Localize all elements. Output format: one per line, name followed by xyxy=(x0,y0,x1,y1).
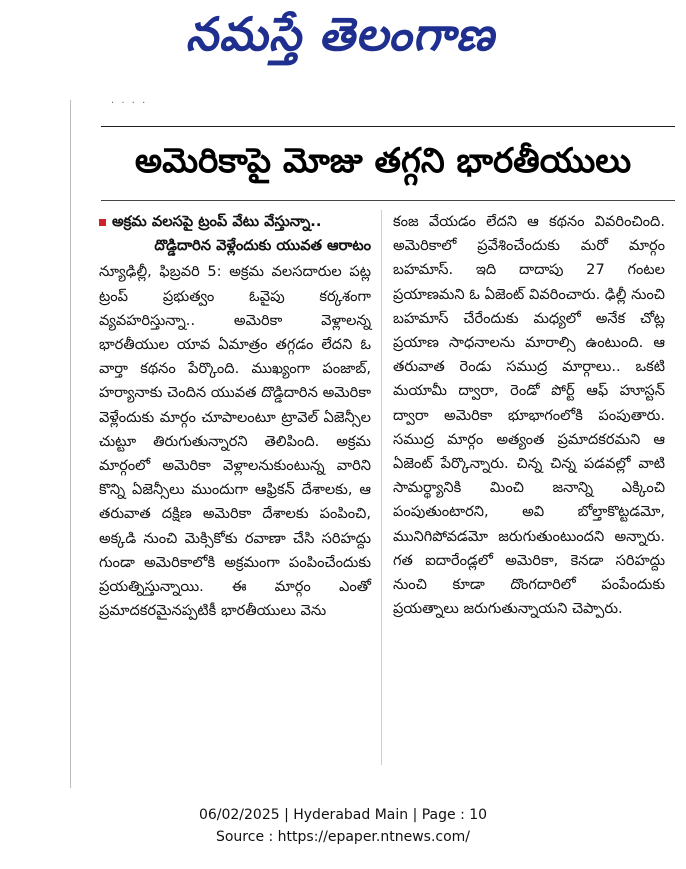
masthead-logo: నమస్తే తెలంగాణ xyxy=(183,7,505,61)
left-column xyxy=(99,210,371,623)
right-column xyxy=(393,210,665,621)
masthead xyxy=(0,0,686,80)
page-footer xyxy=(0,804,686,848)
article-headline: అమెరికాపై మోజు తగ్గని భారతీయులు xyxy=(134,141,632,181)
headline-rule xyxy=(101,200,675,201)
subheading-primary xyxy=(99,210,371,234)
footer-source: Source : https://epaper.ntnews.com/ xyxy=(215,829,471,845)
subheading-primary-text: అక్రమ వలసపై ట్రంప్ వేటు వేస్తున్నా.. xyxy=(112,213,322,230)
top-rule xyxy=(101,126,675,127)
decorative-dots: · · · · xyxy=(111,98,148,109)
subheading-secondary: దొడ్డిదారిన వెళ్లేందుకు యువత ఆరాటం xyxy=(154,237,371,255)
column-divider xyxy=(381,210,382,765)
footer-date-edition: 06/02/2025 | Hyderabad Main | Page : 10 xyxy=(198,807,488,823)
left-column-text: న్యూఢిల్లీ, ఫిబ్రవరి 5: అక్రమ వలసదారుల పట్ల ట్రంప్ ప్రభుత్వం ఓవైపు కర్కశంగా వ్యవహరిస్తున్నా.. అమెరికా వెళ్లాలన్న భారతీయుల యావ ఏమాత్రం తగ్గడం లేదని ఓ వార్తా కథనం పేర్కొంది. ముఖ్యంగా పంజాబ్, హర్యానాకు చెందిన యువత దొడ్డిదారిన అమెరికా వెళ్లేందుకు మార్గం చూపాలంటూ ట్రావెల్ ఏజెన్సీల చుట్టూ తిరుగుతున్నారని తెలిపింది. అక్రమ మార్గంలో అమెరికా వెళ్లాలనుకుంటున్న వారిని కొన్ని ఏజెన్సీలు ముందుగా ఆఫ్రికన్ దేశాలకు, ఆ తరువాత దక్షిణ అమెరికా దేశాలకు పంపించి, అక్కడి నుంచి మెక్సికోకు రవాణా చేసి సరిహద్దు గుండా అమెరికాలోకి అక్రమంగా పంపించేందుకు ప్రయత్నిస్తున్నాయి. ఈ మార్గం ఎంతో ప్రమాదకరమైనప్పటికీ భారతీయులు వెను xyxy=(99,263,371,620)
right-column-text: కంజ వేయడం లేదని ఆ కథనం వివరించింది. అమెరికాలో ప్రవేశించేందుకు మరో మార్గం బహమాస్. ఇది దాదాపు 27 గంటల ప్రయాణమని ఓ ఏజెంట్ వివరించారు. ఢిల్లీ నుంచి బహమాస్ చేరేందుకు మధ్యలో అనేక చోట్ల ప్రయాణ సాధనాలను మారాల్సి ఉంటుంది. ఆ తరువాత రెండు సముద్ర మార్గాలు.. ఒకటి మయామీ ద్వారా, రెండో పోర్ట్ ఆఫ్ హూస్టన్ ద్వారా అమెరికా భూభాగంలోకి పంపుతారు. సముద్ర మార్గం అత్యంత ప్రమాదకరమని ఆ ఏజెంట్ పేర్కొన్నారు. చిన్న చిన్న పడవల్లో వాటి సామర్థ్యానికి మించి జనాన్ని ఎక్కించి పంపుతుంటారని, అవి బోల్తాకొట్టడమో, మునిగిపోవడమో జరుగుతుంటుందని అన్నారు. గత ఐదారేండ్లలో అమెరికా, కెనడా సరిహద్దు నుంచి కూడా దొంగదారిలో పంపేందుకు ప్రయత్నాలు జరుగుతున్నాయని చెప్పారు. xyxy=(393,213,665,618)
red-bullet-icon xyxy=(99,219,106,226)
news-clipping xyxy=(70,100,675,788)
